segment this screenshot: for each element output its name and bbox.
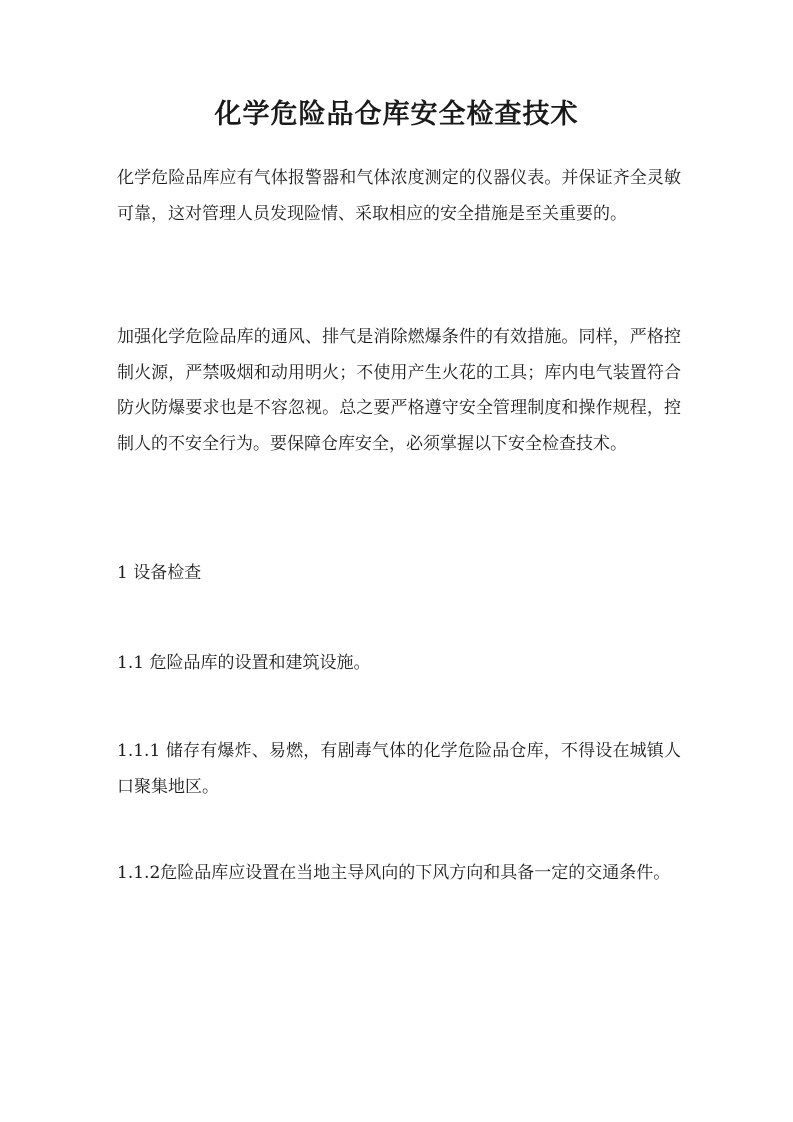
clause-1-1-2: 1.1.2危险品库应设置在当地主导风向的下风方向和具备一定的交通条件。 xyxy=(117,863,671,883)
subsection-heading-facility-setup: 1.1 危险品库的设置和建筑设施。 xyxy=(117,653,371,673)
document-title: 化学危险品仓库安全检查技术 xyxy=(214,99,579,130)
paragraph-gas-alarm: 化学危险品库应有气体报警器和气体浓度测定的仪器仪表。并保证齐全灵敏可靠，这对管理人员发现险情、采取相应的安全措施是至关重要的。 xyxy=(117,168,681,224)
paragraph-ventilation: 加强化学危险品库的通风、排气是消除燃爆条件的有效措施。同样，严格控制火源，严禁吸烟和动用明火；不使用产生火花的工具；库内电气装置符合防火防爆要求也是不容忽视。总之要严格遵守安全管理制度和操作规程，控制人的不安全行为。要保障仓库安全，必须掌握以下安全检查技术。 xyxy=(117,327,681,454)
clause-1-1-1: 1.1.1 储存有爆炸、易燃，有剧毒气体的化学危险品仓库，不得设在城镇人口聚集地区。 xyxy=(117,741,681,797)
section-heading-equipment-check: 1 设备检查 xyxy=(117,563,202,583)
